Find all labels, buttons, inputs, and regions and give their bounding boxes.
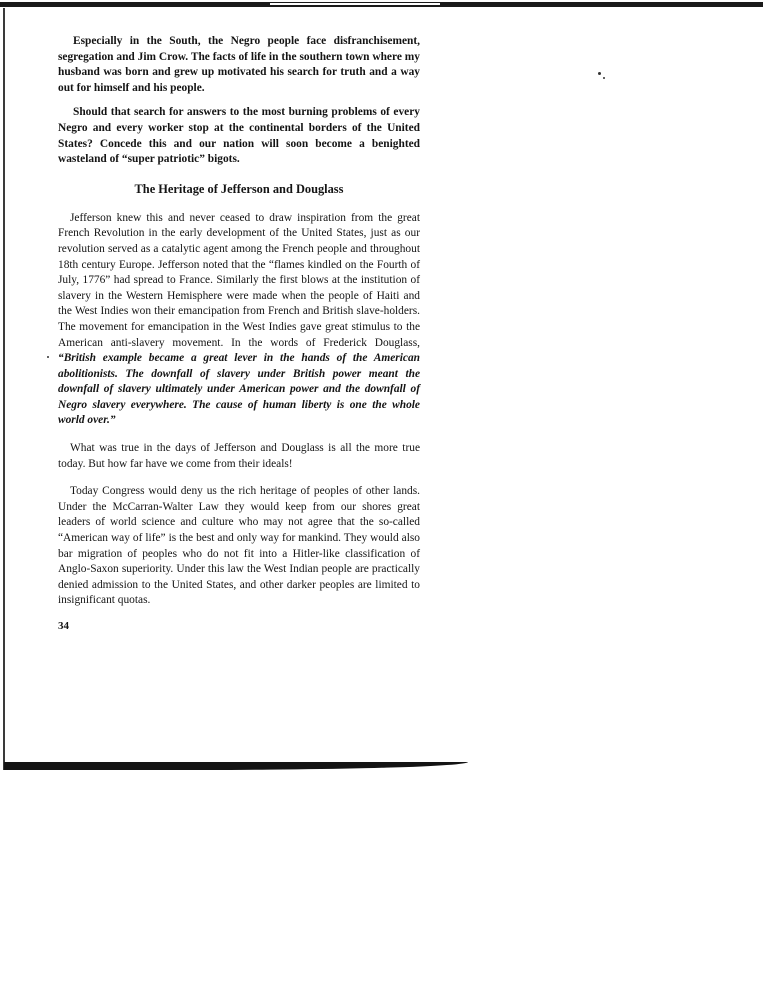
left-border-rule: [3, 8, 5, 770]
top-border-gap: [270, 3, 440, 5]
paragraph-jefferson: [58, 211, 420, 429]
document-page: [58, 34, 420, 635]
page-number: 34: [58, 620, 69, 632]
paragraph-continental-borders: Should that search for answers to the most burning problems of every Negro and every worker stop at the continental borders of the United States? Concede this and our nation will soon become a benighted wasteland of “super patriotic” bigots.: [58, 106, 420, 166]
paragraph-mccarran-walter: Today Congress would deny us the rich heritage of peoples of other lands. Under the McCarran-Walter Law they would keep from our shores great leaders of world science and culture who may not agree that the so-called “American way of life” is the best and only way for mankind. They would also bar migration of peoples who do not fit into a Hitler-like classification of Anglo-Saxon superiority. Under this law the West Indian people are practically denied admission to the United States, and other darker peoples are limited to insignificant quotas.: [58, 485, 420, 607]
scan-speck: [47, 356, 49, 358]
jefferson-text: Jefferson knew this and never ceased to draw inspiration from the great French Revolution in the early development of the United States, just as our revolution served as a catalytic agent among the French people and throughout 18th century Europe. Jefferson noted that the “flames kindled on the Fourth of July, 1776” had spread to France. Similarly the first blows at the institution of slavery in the Western Hemisphere were made when the people of Haiti and the West Indies won their emancipation from French and British slave-holders. The movement for emancipation in the West Indies gave great stimulus to the American anti-slavery movement. In the words of Frederick Douglass,: [58, 211, 420, 349]
section-heading: The Heritage of Jefferson and Douglass: [134, 181, 344, 196]
scan-speck: [598, 72, 601, 75]
scan-speck: [603, 77, 605, 79]
douglass-quote: “British example became a great lever in the hands of the American abolitionists. The downfall of slavery under British power meant the downfall of slavery ultimately under American power and the downfall of Negro slavery everywhere. The cause of human liberty is one the whole world over.”: [58, 352, 420, 427]
bottom-border-rule: [4, 762, 468, 770]
paragraph-true-today: What was true in the days of Jefferson and Douglass is all the more true today. But how far have we come from their ideals!: [58, 442, 420, 470]
paragraph-disfranchisement: Especially in the South, the Negro people face disfranchisement, segregation and Jim Crow. The facts of life in the southern town where my husband was born and grew up motivated his search for truth and a way out for himself and his people.: [58, 35, 420, 94]
